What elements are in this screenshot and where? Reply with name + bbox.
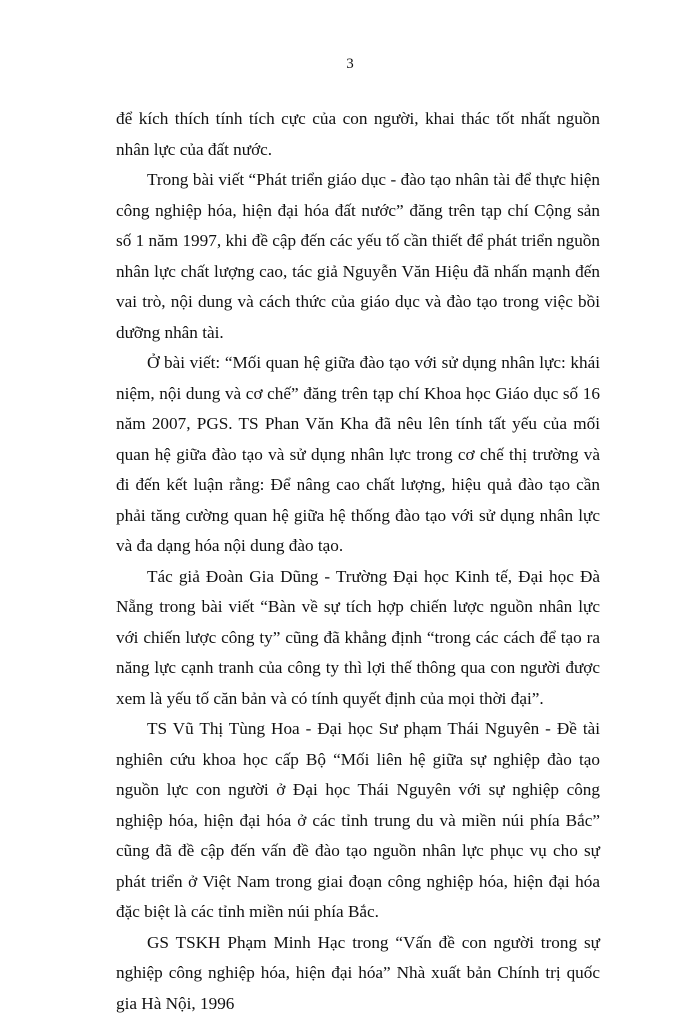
- paragraph-continuation: để kích thích tính tích cực của con người, khai thác tốt nhất nguồn nhân lực của đất nước.: [116, 104, 600, 165]
- paragraph-nguyen-van-hieu: Trong bài viết “Phát triển giáo dục - đào tạo nhân tài để thực hiện công nghiệp hóa, hiện đại hóa đất nước” đăng trên tạp chí Cộng sản số 1 năm 1997, khi đề cập đến các yếu tố cần thiết để phát triển nguồn nhân lực chất lượng cao, tác giả Nguyễn Văn Hiệu đã nhấn mạnh đến vai trò, nội dung và cách thức của giáo dục và đào tạo trong việc bồi dưỡng nhân tài.: [116, 165, 600, 348]
- page-number: 3: [0, 56, 700, 73]
- paragraph-pham-minh-hac: GS TSKH Phạm Minh Hạc trong “Vấn đề con người trong sự nghiệp công nghiệp hóa, hiện đại hóa” Nhà xuất bản Chính trị quốc gia Hà Nội, 1996: [116, 928, 600, 1019]
- paragraph-phan-van-kha: Ở bài viết: “Mối quan hệ giữa đào tạo với sử dụng nhân lực: khái niệm, nội dung và cơ chế” đăng trên tạp chí Khoa học Giáo dục số 16 năm 2007, PGS. TS Phan Văn Kha đã nêu lên tính tất yếu của mối quan hệ giữa đào tạo và sử dụng nhân lực trong cơ chế thị trường và đi đến kết luận rằng: Để nâng cao chất lượng, hiệu quả đào tạo cần phải tăng cường quan hệ giữa hệ thống đào tạo với sử dụng nhân lực và đa dạng hóa nội dung đào tạo.: [116, 348, 600, 562]
- paragraph-doan-gia-dung: Tác giả Đoàn Gia Dũng - Trường Đại học Kinh tế, Đại học Đà Nẵng trong bài viết “Bàn về sự tích hợp chiến lược nguồn nhân lực với chiến lược công ty” cũng đã khẳng định “trong các cách để tạo ra năng lực cạnh tranh của công ty thì lợi thế thông qua con người được xem là yếu tố căn bản và có tính quyết định của mọi thời đại”.: [116, 562, 600, 715]
- paragraph-vu-thi-tung-hoa: TS Vũ Thị Tùng Hoa - Đại học Sư phạm Thái Nguyên - Đề tài nghiên cứu khoa học cấp Bộ “Mối liên hệ giữa sự nghiệp đào tạo nguồn lực con người ở Đại học Thái Nguyên với sự nghiệp công nghiệp hóa, hiện đại hóa ở các tỉnh trung du và miền núi phía Bắc” cũng đã đề cập đến vấn đề đào tạo nguồn nhân lực phục vụ cho sự phát triển ở Việt Nam trong giai đoạn công nghiệp hóa, hiện đại hóa đặc biệt là các tỉnh miền núi phía Bắc.: [116, 714, 600, 928]
- document-body: [116, 104, 600, 1019]
